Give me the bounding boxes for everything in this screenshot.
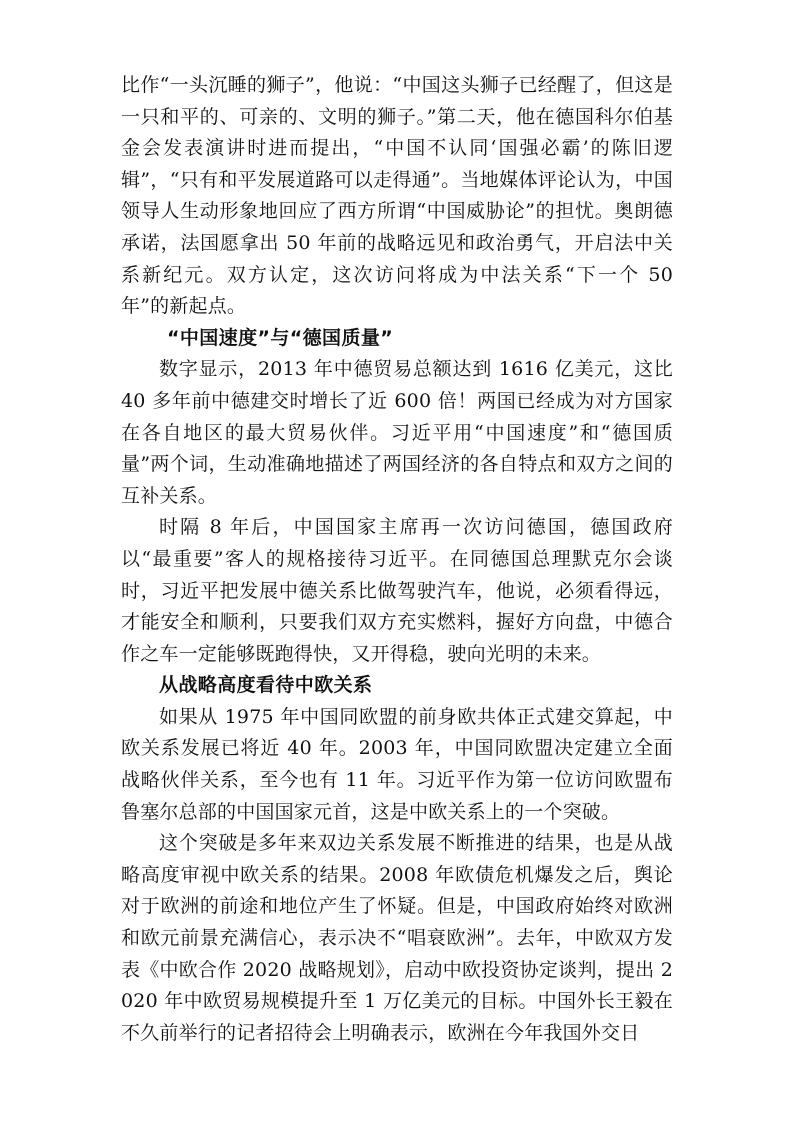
paragraph-eu-relations: 如果从 1975 年中国同欧盟的前身欧共体正式建交算起，中欧关系发展已将近 40 年。2003 年，中国同欧盟决定建立全面战略伙伴关系，至今也有 11 年。习近平作为第一位访问欧盟布鲁塞尔总部的中国国家元首，这是中欧关系上的一个突破。 [121,705,673,823]
paragraph-germany-visit: 时隔 8 年后，中国国家主席再一次访问德国，德国政府以“最重要”客人的规格接待习近平。在同德国总理默克尔会谈时，习近平把发展中德关系比做驾驶汽车，他说，必须看得远，才能安全和顺利，只要我们双方充实燃料，握好方向盘，中德合作之车一定能够既跑得快，又开得稳，驶向光明的未来。 [121,516,673,665]
section-heading-china-germany: “中国速度”与“德国质量” [167,326,394,349]
section-heading-china-eu: 从战略高度看待中欧关系 [159,674,373,697]
article-body [121,70,673,1049]
paragraph-eu-breakthrough: 这个突破是多年来双边关系发展不断推进的结果，也是从战略高度审视中欧关系的结果。2008 年欧债危机爆发之后，舆论对于欧洲的前途和地位产生了怀疑。但是，中国政府始终对欧洲和欧元前景充满信心，表示决不“唱衰欧洲”。去年，中欧双方发表《中欧合作 2020 战略规划》，启动中欧投资协定谈判，提出 2020 年中欧贸易规模提升至 1 万亿美元的目标。中国外长王毅在不久前举行的记者招待会上明确表示，欧洲在今年我国外交日 [121,832,673,1044]
paragraph-trade-figures: 数字显示，2013 年中德贸易总额达到 1616 亿美元，这比 40 多年前中德建交时增长了近 600 倍！两国已经成为对方国家在各自地区的最大贸易伙伴。习近平用“中国速度”和“德国质量”两个词，生动准确地描述了两国经济的各自特点和双方之间的互补关系。 [121,358,673,507]
paragraph-france-visit: 比作“一头沉睡的狮子”，他说：“中国这头狮子已经醒了，但这是一只和平的、可亲的、文明的狮子。”第二天，他在德国科尔伯基金会发表演讲时进而提出，“中国不认同‘国强必霸’的陈旧逻辑”，“只有和平发展道路可以走得通”。当地媒体评论认为，中国领导人生动形象地回应了西方所谓“中国威胁论”的担忧。奥朗德承诺，法国愿拿出 50 年前的战略远见和政治勇气，开启法中关系新纪元。双方认定，这次访问将成为中法关系“下一个 50 年”的新起点。 [121,74,673,318]
